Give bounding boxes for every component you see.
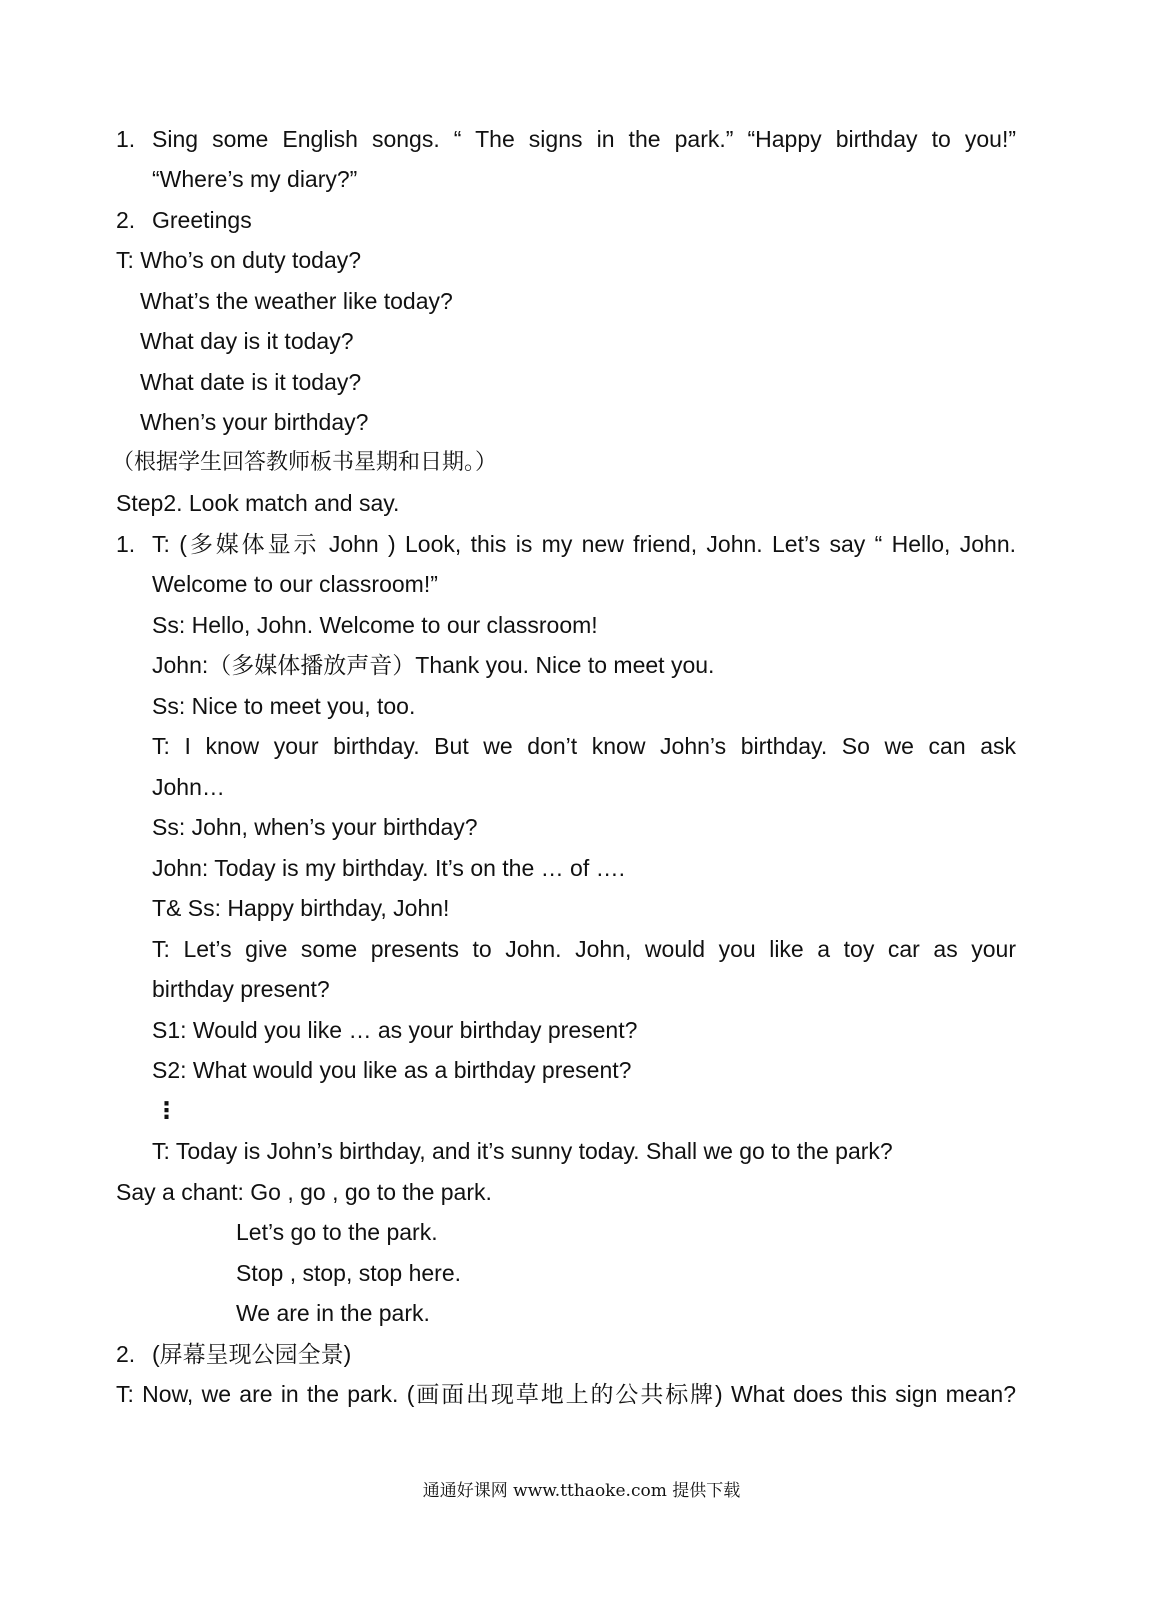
step2-heading: Step2. Look match and say.	[116, 490, 400, 516]
chant-line1: Say a chant: Go , go , go to the park.	[116, 1179, 492, 1205]
step2-item1-line2: Welcome to our classroom!”	[152, 571, 438, 597]
chant-line3: Stop , stop, stop here.	[236, 1260, 462, 1286]
item2-number: 2.	[116, 207, 136, 233]
item2-text: Greetings	[152, 207, 252, 233]
teacher-question: T: Who’s on duty today?	[116, 247, 362, 273]
dialogue-ss-nice: Ss: Nice to meet you, too.	[152, 693, 416, 719]
dialogue-t-know-line2: John…	[152, 774, 225, 800]
dialogue-ss-hello: Ss: Hello, John. Welcome to our classroom!	[152, 612, 598, 638]
dialogue-t-presents-line1: T: Let’s give some presents to John. John, would you like a toy car as your	[152, 936, 1016, 962]
dialogue-ellipsis: ⋮	[155, 1098, 178, 1124]
dialogue-t-know-line1: T: I know your birthday. But we don’t know John’s birthday. So we can ask	[152, 733, 1016, 759]
question-date: What date is it today?	[140, 369, 362, 395]
dialogue-t-sign: T: Now, we are in the park. (画面出现草地上的公共标牌) What does this sign mean?	[116, 1381, 1016, 1407]
item1-line1: Sing some English songs. “ The signs in the park.” “Happy birthday to you!”	[152, 126, 1016, 152]
dialogue-t-ss-happy: T& Ss: Happy birthday, John!	[152, 895, 450, 921]
step2-item2-number: 2.	[116, 1341, 136, 1367]
chant-line2: Let’s go to the park.	[236, 1219, 438, 1245]
dialogue-s1: S1: Would you like … as your birthday present?	[152, 1017, 638, 1043]
step2-item2-text: (屏幕呈现公园全景)	[152, 1341, 352, 1367]
dialogue-john-thanks: John:（多媒体播放声音）Thank you. Nice to meet you.	[152, 652, 715, 678]
dialogue-john-today: John: Today is my birthday. It’s on the … of ….	[152, 855, 626, 881]
teacher-note: （根据学生回答教师板书星期和日期。）	[112, 450, 498, 475]
question-weather: What’s the weather like today?	[140, 288, 453, 314]
item1-line2: “Where’s my diary?”	[152, 166, 358, 192]
question-day: What day is it today?	[140, 328, 354, 354]
dialogue-ss-when: Ss: John, when’s your birthday?	[152, 814, 478, 840]
question-birthday: When’s your birthday?	[140, 409, 369, 435]
item1-number: 1.	[116, 126, 136, 152]
dialogue-t-presents-line2: birthday present?	[152, 976, 330, 1002]
dialogue-t-park: T: Today is John’s birthday, and it’s sunny today. Shall we go to the park?	[152, 1138, 893, 1164]
step2-item1-line1: T: (多媒体显示 John ) Look, this is my new friend, John. Let’s say “ Hello, John.	[152, 531, 1016, 557]
dialogue-s2: S2: What would you like as a birthday present?	[152, 1057, 632, 1083]
footer-source: 通通好课网 www.tthaoke.com 提供下载	[422, 1481, 741, 1501]
step2-item1-number: 1.	[116, 531, 136, 557]
chant-line4: We are in the park.	[236, 1300, 430, 1326]
